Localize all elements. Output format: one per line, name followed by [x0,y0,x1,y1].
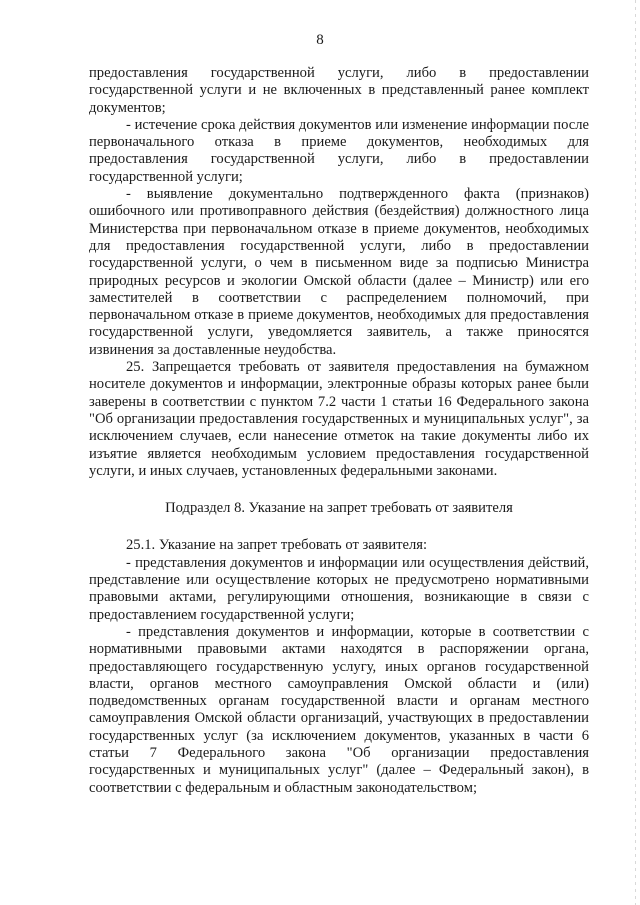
scan-edge-line [635,0,636,905]
paragraph-25: 25. Запрещается требовать от заявителя предоставления на бумажном носителе документов и информации, электронные образы которых ранее были заверены в соответствии с пунктом 7.2 части 1 статьи 16 Федерального закона "Об организации предоставления государственных и муниципальных услуг", за исключением случаев, если нанесение отметок на такие документы либо их изъятие является необходимым условием предоставления государственной услуги, и иных случаев, установленных федеральными законами. [89,359,589,479]
document-body [89,65,589,797]
paragraph-bullet-documents: - представления документов и информации или осуществления действий, представление или осуществление которых не предусмотрено нормативными правовыми актами, регулирующими отношения, возникающие в связи с предоставлением государственной услуги; [89,554,589,623]
section-heading: Подраздел 8. Указание на запрет требовать от заявителя [165,500,513,517]
paragraph-bullet-error: - выявление документально подтвержденного факта (признаков) ошибочного или противоправного действия (бездействия) должностного лица Министерства при первоначальном отказе в приеме документов, необходимых для предоставления государственной услуги, либо в предоставлении государственной услуги, о чем в письменном виде за подписью Министра природных ресурсов и экологии Омской области (далее – Министр) или его заместителей в соответствии с распределением полномочий, при первоначальном отказе в приеме документов, необходимых для предоставления государственной услуги, уведомляется заявитель, а также приносятся извинения за доставленные неудобства. [89,186,589,358]
page-number: 8 [316,32,324,48]
paragraph-bullet-expiry: - истечение срока действия документов или изменение информации после первоначального отказа в приеме документов, необходимых для предоставления государственной услуги, либо в предоставлении государственной услуги; [89,116,589,185]
paragraph-bullet-information: - представления документов и информации, которые в соответствии с нормативными правовыми актами находятся в распоряжении органа, предоставляющего государственную услугу, иных органов государственной власти, органов местного самоуправления Омской области и (или) подведомственных органам государственной власти и органам местного самоуправления Омской области организаций, участвующих в предоставлении государственных услуг (за исключением документов, указанных в части 6 статьи 7 Федерального закона "Об организации предоставления государственных и муниципальных услуг" (далее – Федеральный закон), в соответствии с федеральным и областным законодательством; [89,623,589,796]
paragraph-continuation: предоставления государственной услуги, либо в предоставлении государственной услуги и не включенных в представленный ранее комплект документов; [89,65,589,116]
paragraph-25-1: 25.1. Указание на запрет требовать от заявителя: [126,537,428,554]
